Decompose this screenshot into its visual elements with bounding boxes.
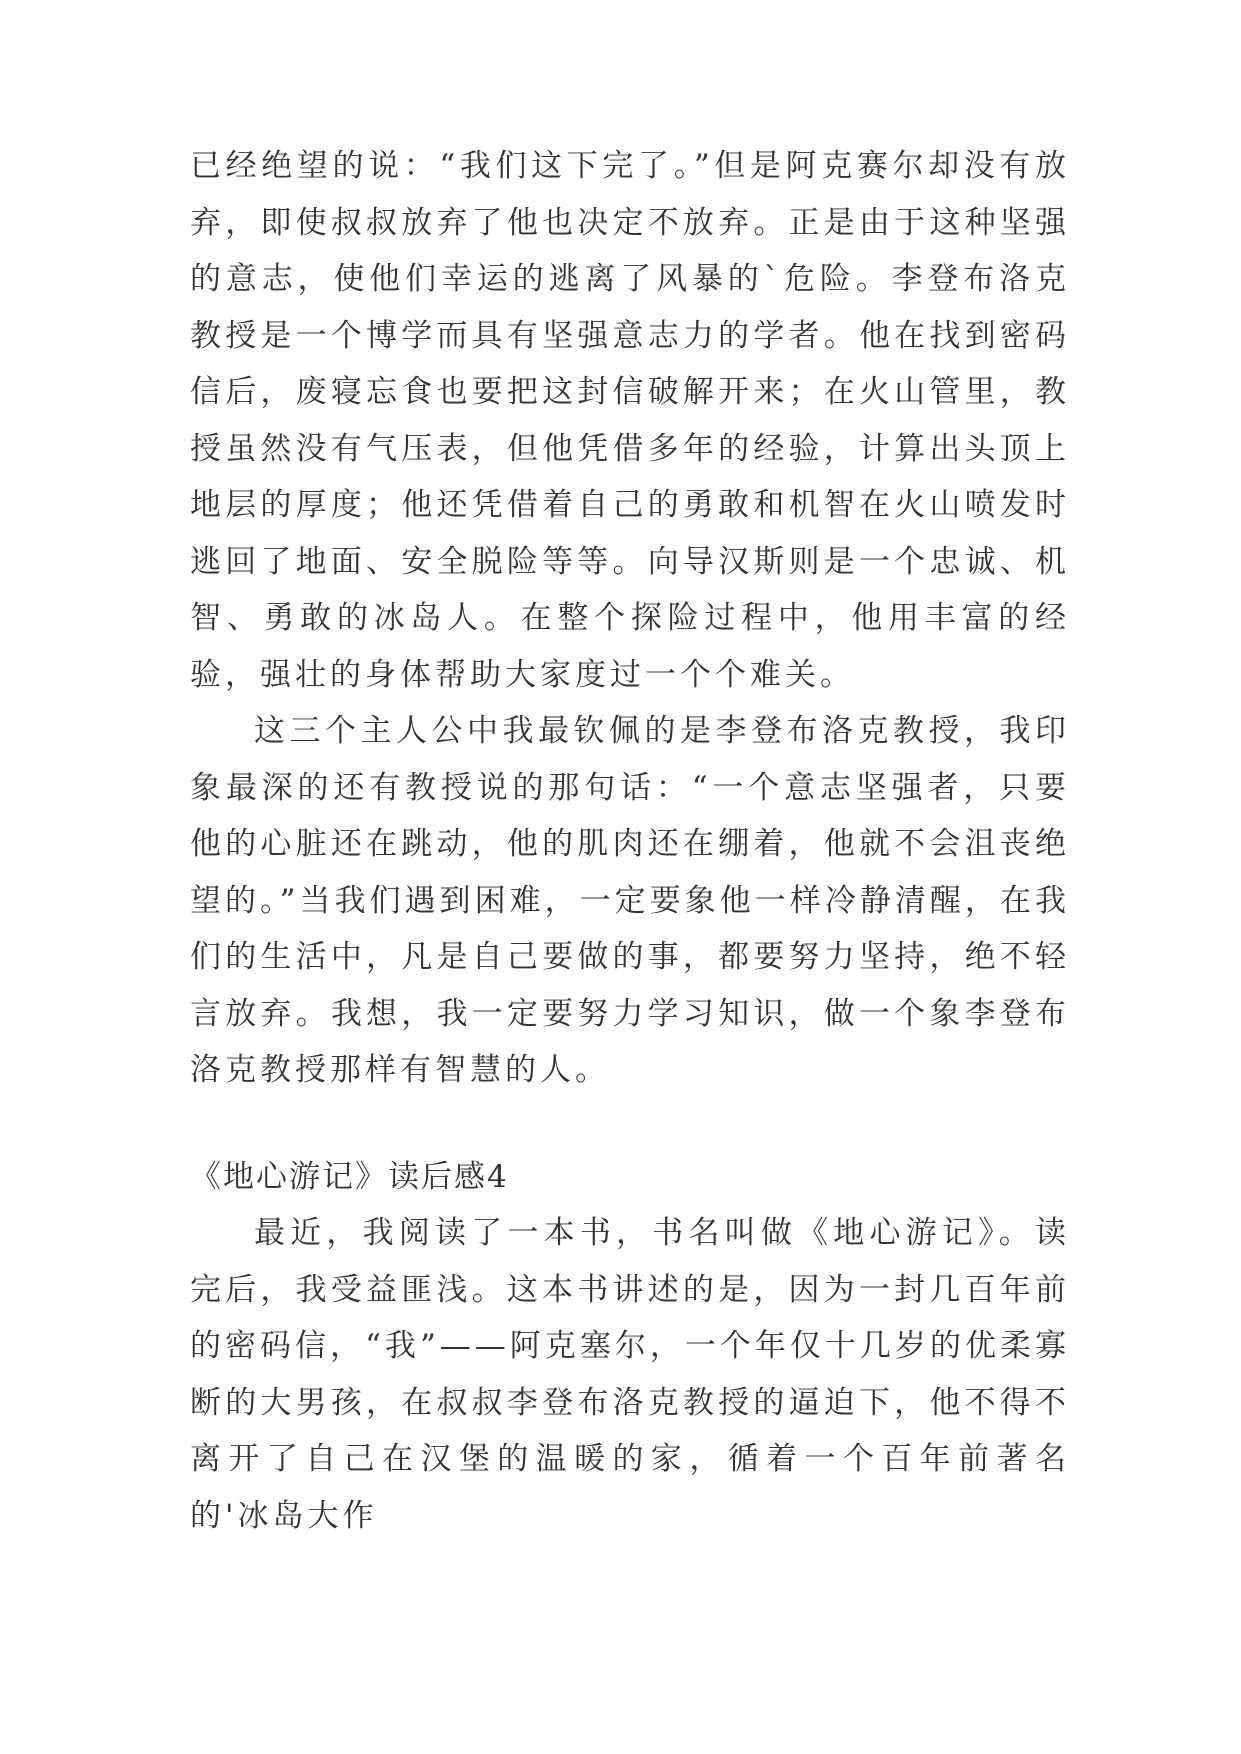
paragraph-intro: 最近，我阅读了一本书，书名叫做《地心游记》。读完后，我受益匪浅。这本书讲述的是，因为一封几百年前的密码信，“我”——阿克塞尔，一个年仅十几岁的优柔寡断的大男孩，在叔叔李登布洛克教授的逼迫下，他不得不离开了自己在汉堡的温暖的家，循着一个百年前著名的'冰岛大作 — [190, 1215, 1070, 1534]
section-title: 《地心游记》读后感4 — [190, 1158, 509, 1195]
paragraph-admiration: 这三个主人公中我最钦佩的是李登布洛克教授，我印象最深的还有教授说的那句话：“一个意志坚强者，只要他的心脏还在跳动，他的肌肉还在绷着，他就不会沮丧绝望的。”当我们遇到困难，一定要象他一样冷静清醒，在我们的生活中，凡是自己要做的事，都要努力坚持，绝不轻言放弃。我想，我一定要努力学习知识，做一个象李登布洛克教授那样有智慧的人。 — [190, 713, 1070, 1088]
paragraph-continuation: 已经绝望的说：“我们这下完了。”但是阿克赛尔却没有放弃，即使叔叔放弃了他也决定不放弃。正是由于这种坚强的意志，使他们幸运的逃离了风暴的`危险。李登布洛克教授是一个博学而具有坚强意志力的学者。他在找到密码信后，废寝忘食也要把这封信破解开来；在火山管里，教授虽然没有气压表，但他凭借多年的经验，计算出头顶上地层的厚度；他还凭借着自己的勇敢和机智在火山喷发时逃回了地面、安全脱险等等。向导汉斯则是一个忠诚、机智、勇敢的冰岛人。在整个探险过程中，他用丰富的经验，强壮的身体帮助大家度过一个个难关。 — [190, 148, 1070, 693]
document-page — [190, 138, 1070, 1544]
